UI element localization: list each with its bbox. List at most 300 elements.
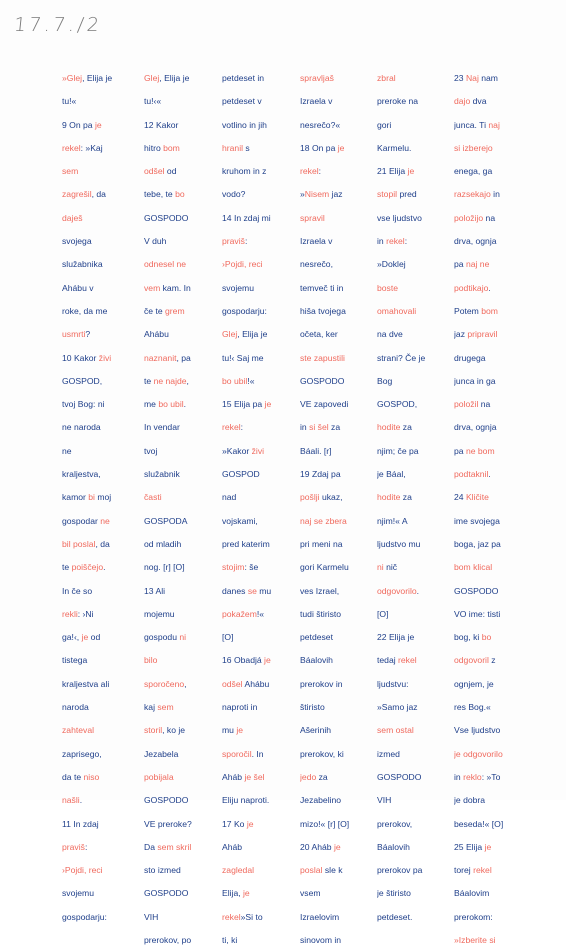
word: tebe, te (144, 189, 176, 200)
text-line (222, 510, 302, 533)
word: kraljestva ali (62, 678, 110, 689)
text-line (377, 207, 457, 230)
text-line (377, 486, 457, 509)
word: Ahábu v (62, 282, 94, 293)
text-line (454, 230, 534, 253)
highlighted-word: je (264, 655, 271, 666)
highlighted-word: ne (100, 515, 110, 526)
word: Izraelovim (300, 911, 340, 922)
word: Vse ljudstvo (454, 725, 501, 736)
text-line (300, 160, 380, 183)
word: prerokov, po (144, 934, 192, 945)
highlighted-word: daješ (62, 212, 83, 223)
highlighted-word: je (484, 841, 492, 852)
word: Elija, (222, 888, 244, 899)
word: 25 Elija (454, 841, 485, 852)
word: prerokom: (454, 911, 493, 922)
text-line (144, 882, 224, 905)
highlighted-word: naj ne (465, 259, 490, 270)
text-line (144, 347, 224, 370)
text-line (62, 253, 142, 276)
word: služabnik (144, 469, 180, 480)
highlighted-word: Naj (465, 73, 479, 83)
word: pred (397, 189, 417, 200)
highlighted-word: odgovorilo (377, 585, 417, 596)
text-line (62, 510, 142, 533)
highlighted-word: pobijala (144, 771, 174, 782)
highlighted-word: odnesel ne (144, 259, 187, 270)
word: očeta, ker (300, 329, 338, 340)
text-line (222, 929, 302, 952)
word: GOSPODO (144, 212, 189, 223)
word: 19 Zdaj pa (300, 469, 341, 480)
highlighted-word: bil poslal (62, 538, 96, 549)
word: res Bog.« (454, 702, 491, 713)
highlighted-word: odšel (222, 678, 243, 689)
text-line (62, 393, 142, 416)
text-line (222, 253, 302, 276)
word: Aháb (222, 841, 243, 852)
highlighted-word: hodite (377, 422, 401, 433)
text-line (62, 230, 142, 253)
text-line (222, 300, 302, 323)
text-line (377, 859, 457, 882)
word: 18 On pa (300, 142, 338, 153)
highlighted-word: sporočil (222, 748, 252, 759)
text-line (454, 347, 534, 370)
word: dva (470, 96, 487, 107)
word: enega, ga (454, 166, 493, 177)
highlighted-word: ›Pojdi, reci (222, 259, 263, 270)
word: !« (247, 375, 255, 386)
word: Ašerinih (300, 725, 332, 736)
word: na (478, 399, 491, 410)
word: gospodarju: (62, 911, 107, 922)
word: od mladih (144, 538, 182, 549)
text-line (377, 253, 457, 276)
text-line (222, 90, 302, 113)
text-line (377, 789, 457, 812)
word: ime svojega (454, 515, 500, 526)
text-line (222, 766, 302, 789)
word: junca in ga (454, 375, 496, 386)
highlighted-word: ni (377, 562, 384, 573)
highlighted-word: dajo (454, 96, 471, 107)
word: beseda!« [O] (454, 818, 504, 829)
text-line (454, 114, 534, 137)
text-line (377, 580, 457, 603)
text-line (144, 370, 224, 393)
text-line (62, 533, 142, 556)
text-line (222, 440, 302, 463)
text-line (144, 416, 224, 439)
word: prerokov pa (377, 865, 423, 876)
word: te (144, 375, 154, 386)
text-line (454, 789, 534, 812)
text-line (222, 393, 302, 416)
text-line (300, 416, 380, 439)
word: sle k (322, 865, 343, 876)
text-line (300, 207, 380, 230)
word: sto izmed (144, 865, 181, 876)
word: ukaz, (319, 492, 343, 503)
text-line (144, 393, 224, 416)
text-line (300, 67, 380, 90)
text-line (300, 393, 380, 416)
text-line (222, 789, 302, 812)
text-line (62, 859, 142, 882)
highlighted-word: odšel (144, 166, 165, 177)
word: [O] (377, 608, 389, 619)
word: vojskami, (222, 515, 258, 526)
word: prerokov, ki (300, 748, 344, 759)
word: GOSPODA (144, 515, 188, 526)
highlighted-word: bom (163, 142, 180, 153)
word: roke, da me (62, 305, 108, 316)
word: Karmelu. (377, 142, 412, 153)
text-line (377, 673, 457, 696)
highlighted-word: naj se zbera (300, 515, 347, 526)
word: VE preroke? (144, 818, 192, 829)
highlighted-word: pokažem (222, 608, 257, 619)
text-line (377, 626, 457, 649)
highlighted-word: »Izberite si (454, 934, 496, 945)
text-line (300, 114, 380, 137)
text-line (222, 649, 302, 672)
text-line (62, 90, 142, 113)
text-line (222, 207, 302, 230)
highlighted-word: se (247, 585, 257, 596)
word: 10 Kakor (62, 352, 99, 363)
text-column (144, 67, 224, 952)
highlighted-word: Nisem (304, 189, 330, 200)
text-line (144, 137, 224, 160)
text-line (62, 416, 142, 439)
text-line (144, 673, 224, 696)
text-line (222, 836, 302, 859)
text-line (222, 743, 302, 766)
word: za (400, 492, 412, 503)
word: . (416, 585, 420, 596)
word: , Elija je (237, 329, 268, 340)
text-line (300, 789, 380, 812)
text-line (62, 323, 142, 346)
word: : (84, 841, 88, 852)
word: za (400, 422, 412, 433)
text-line (454, 440, 534, 463)
word: Báalovih (377, 841, 410, 852)
highlighted-word: bo (175, 189, 185, 200)
text-line (222, 160, 302, 183)
text-line (454, 882, 534, 905)
highlighted-word: rekel (222, 422, 241, 433)
text-line (62, 626, 142, 649)
word: , da (95, 538, 110, 549)
highlighted-word: »Glej (62, 73, 83, 83)
text-line (454, 626, 534, 649)
word: 9 On pa (62, 119, 95, 130)
text-line (62, 137, 142, 160)
text-columns (62, 67, 504, 945)
text-line (454, 370, 534, 393)
highlighted-word: pripravil (467, 329, 498, 340)
word: gori (377, 119, 392, 130)
word: : (244, 236, 248, 247)
highlighted-word: bom (481, 305, 498, 316)
text-line (377, 160, 457, 183)
word: : še (244, 562, 259, 573)
text-line (454, 673, 534, 696)
word: kamor (62, 492, 89, 503)
text-line (144, 766, 224, 789)
highlighted-word: rekli (62, 608, 78, 619)
word: s (243, 142, 250, 153)
highlighted-word: reklo (463, 771, 482, 782)
text-line (377, 90, 457, 113)
highlighted-word: hodite (377, 492, 401, 503)
text-line (454, 67, 534, 90)
text-line (454, 137, 534, 160)
word: je Báal, (377, 469, 406, 480)
text-line (300, 440, 380, 463)
word: »Doklej (377, 259, 406, 270)
text-line (62, 906, 142, 929)
text-line (62, 882, 142, 905)
highlighted-word: omahovali (377, 305, 417, 316)
word: : (404, 236, 408, 247)
text-line (300, 603, 380, 626)
text-line (62, 673, 142, 696)
text-line (62, 160, 142, 183)
text-line (62, 649, 142, 672)
word: svojemu (222, 282, 254, 293)
word: in (490, 189, 500, 200)
highlighted-word: usmrti (62, 329, 86, 340)
word: štiristo (300, 702, 325, 713)
word: pa (454, 259, 466, 270)
text-line (454, 416, 534, 439)
highlighted-word: je (337, 142, 345, 153)
word: njim!« A (377, 515, 408, 526)
handwritten-note: 17.7./2 (12, 14, 103, 36)
word: temveč ti in (300, 282, 344, 293)
word: 16 Obadjá (222, 655, 265, 666)
text-line (144, 929, 224, 952)
word: in (377, 236, 387, 247)
word: njim; če pa (377, 445, 419, 456)
text-line (454, 323, 534, 346)
word: ga!‹, (62, 632, 82, 643)
text-line (300, 463, 380, 486)
word: tedaj (377, 655, 399, 666)
word: 14 In zdaj mi (222, 212, 271, 223)
text-column (300, 67, 380, 952)
highlighted-word: si šel (309, 422, 329, 433)
word: Bog (377, 375, 393, 386)
text-line (377, 323, 457, 346)
word: : (318, 166, 322, 177)
word: . (488, 282, 491, 293)
text-line (454, 766, 534, 789)
text-line (144, 859, 224, 882)
highlighted-word: zagrešil (62, 189, 92, 200)
word: vodo? (222, 189, 246, 200)
highlighted-word: boste (377, 282, 399, 293)
word: in (454, 771, 464, 782)
word: : (240, 422, 244, 433)
text-line (222, 906, 302, 929)
highlighted-word: sem ostal (377, 725, 414, 736)
text-line (377, 813, 457, 836)
word: Jezabela (144, 748, 179, 759)
word: zaprisego, (62, 748, 102, 759)
word: je dobra (454, 795, 486, 806)
highlighted-word: razsekajo (454, 189, 491, 200)
word: hitro (144, 142, 164, 153)
text-line (222, 882, 302, 905)
word: junca. Ti (454, 119, 489, 130)
word: GOSPOD, (62, 375, 103, 386)
text-line (454, 743, 534, 766)
highlighted-word: rekel (222, 911, 241, 922)
text-line (62, 183, 142, 206)
text-line (222, 277, 302, 300)
text-line (144, 160, 224, 183)
text-line (454, 160, 534, 183)
text-line (377, 440, 457, 463)
text-line (377, 67, 457, 90)
text-line (144, 836, 224, 859)
word: tudi štiristo (300, 608, 342, 619)
text-line (300, 906, 380, 929)
text-line (454, 463, 534, 486)
text-line (62, 463, 142, 486)
word: drugega (454, 352, 486, 363)
word: . In (251, 748, 264, 759)
highlighted-word: ›Pojdi, reci (62, 865, 103, 876)
text-line (62, 207, 142, 230)
word: za (316, 771, 328, 782)
text-line (144, 183, 224, 206)
word: nad (222, 492, 237, 503)
word: V duh (144, 236, 167, 247)
word: te (62, 562, 72, 573)
text-line (377, 556, 457, 579)
word: tvoj Bog: ni (62, 399, 105, 410)
highlighted-word: je odgovorilo (454, 748, 503, 759)
word: pri meni na (300, 538, 343, 549)
word: VE zapovedi (300, 399, 349, 410)
text-line (454, 906, 534, 929)
highlighted-word: niso (83, 771, 100, 782)
highlighted-word: je (243, 888, 250, 899)
text-line (144, 906, 224, 929)
text-line (377, 416, 457, 439)
text-line (300, 673, 380, 696)
word: služabnika (62, 259, 103, 270)
text-line (222, 67, 302, 90)
word: preroke na (377, 96, 419, 107)
text-line (454, 649, 534, 672)
text-line (300, 510, 380, 533)
text-line (377, 510, 457, 533)
word: nič (383, 562, 398, 573)
text-line (377, 603, 457, 626)
highlighted-word: ni (179, 632, 187, 643)
text-line (144, 486, 224, 509)
highlighted-word: Glej (222, 329, 238, 340)
highlighted-word: spravljaš (300, 73, 334, 83)
word: Báali. [r] (300, 445, 332, 456)
text-line (62, 836, 142, 859)
text-line (222, 230, 302, 253)
word: ? (85, 329, 91, 340)
highlighted-word: spravil (300, 212, 325, 223)
highlighted-word: položijo (454, 212, 484, 223)
highlighted-word: je (333, 841, 341, 852)
word: jaz (329, 189, 343, 200)
word: torej (454, 865, 474, 876)
highlighted-word: našli (62, 795, 80, 806)
text-line (377, 533, 457, 556)
word: : »To (481, 771, 501, 782)
word: [O] (222, 632, 234, 643)
text-line (300, 486, 380, 509)
text-line (300, 137, 380, 160)
text-line (377, 300, 457, 323)
word: od (88, 632, 101, 643)
text-line (377, 370, 457, 393)
text-line (144, 649, 224, 672)
word: 12 Kakor (144, 119, 179, 130)
text-line (144, 533, 224, 556)
word: da te (62, 771, 84, 782)
word: pred katerim (222, 538, 270, 549)
text-column (222, 67, 302, 952)
text-line (144, 463, 224, 486)
text-line (454, 486, 534, 509)
word: drva, ognja (454, 422, 497, 433)
word: Eliju naproti. (222, 795, 270, 806)
text-line (144, 626, 224, 649)
text-line (144, 323, 224, 346)
text-line (300, 556, 380, 579)
text-line (144, 67, 224, 90)
text-line (377, 277, 457, 300)
highlighted-word: sem (62, 166, 79, 177)
word: petdeset (300, 632, 333, 643)
text-line (454, 859, 534, 882)
text-line (454, 533, 534, 556)
word: !« (256, 608, 265, 619)
highlighted-word: sporočeno (144, 678, 185, 689)
word: gospodu (144, 632, 180, 643)
text-line (144, 510, 224, 533)
word: »Si to (240, 911, 263, 922)
text-line (144, 696, 224, 719)
text-line (62, 719, 142, 742)
highlighted-word: bom klical (454, 562, 493, 573)
text-line (300, 533, 380, 556)
text-line (144, 603, 224, 626)
text-line (222, 114, 302, 137)
word: . (183, 399, 187, 410)
highlighted-word: živi (98, 352, 112, 363)
text-line (62, 300, 142, 323)
highlighted-word: naj (488, 119, 500, 130)
text-line (144, 230, 224, 253)
text-line (62, 114, 142, 137)
